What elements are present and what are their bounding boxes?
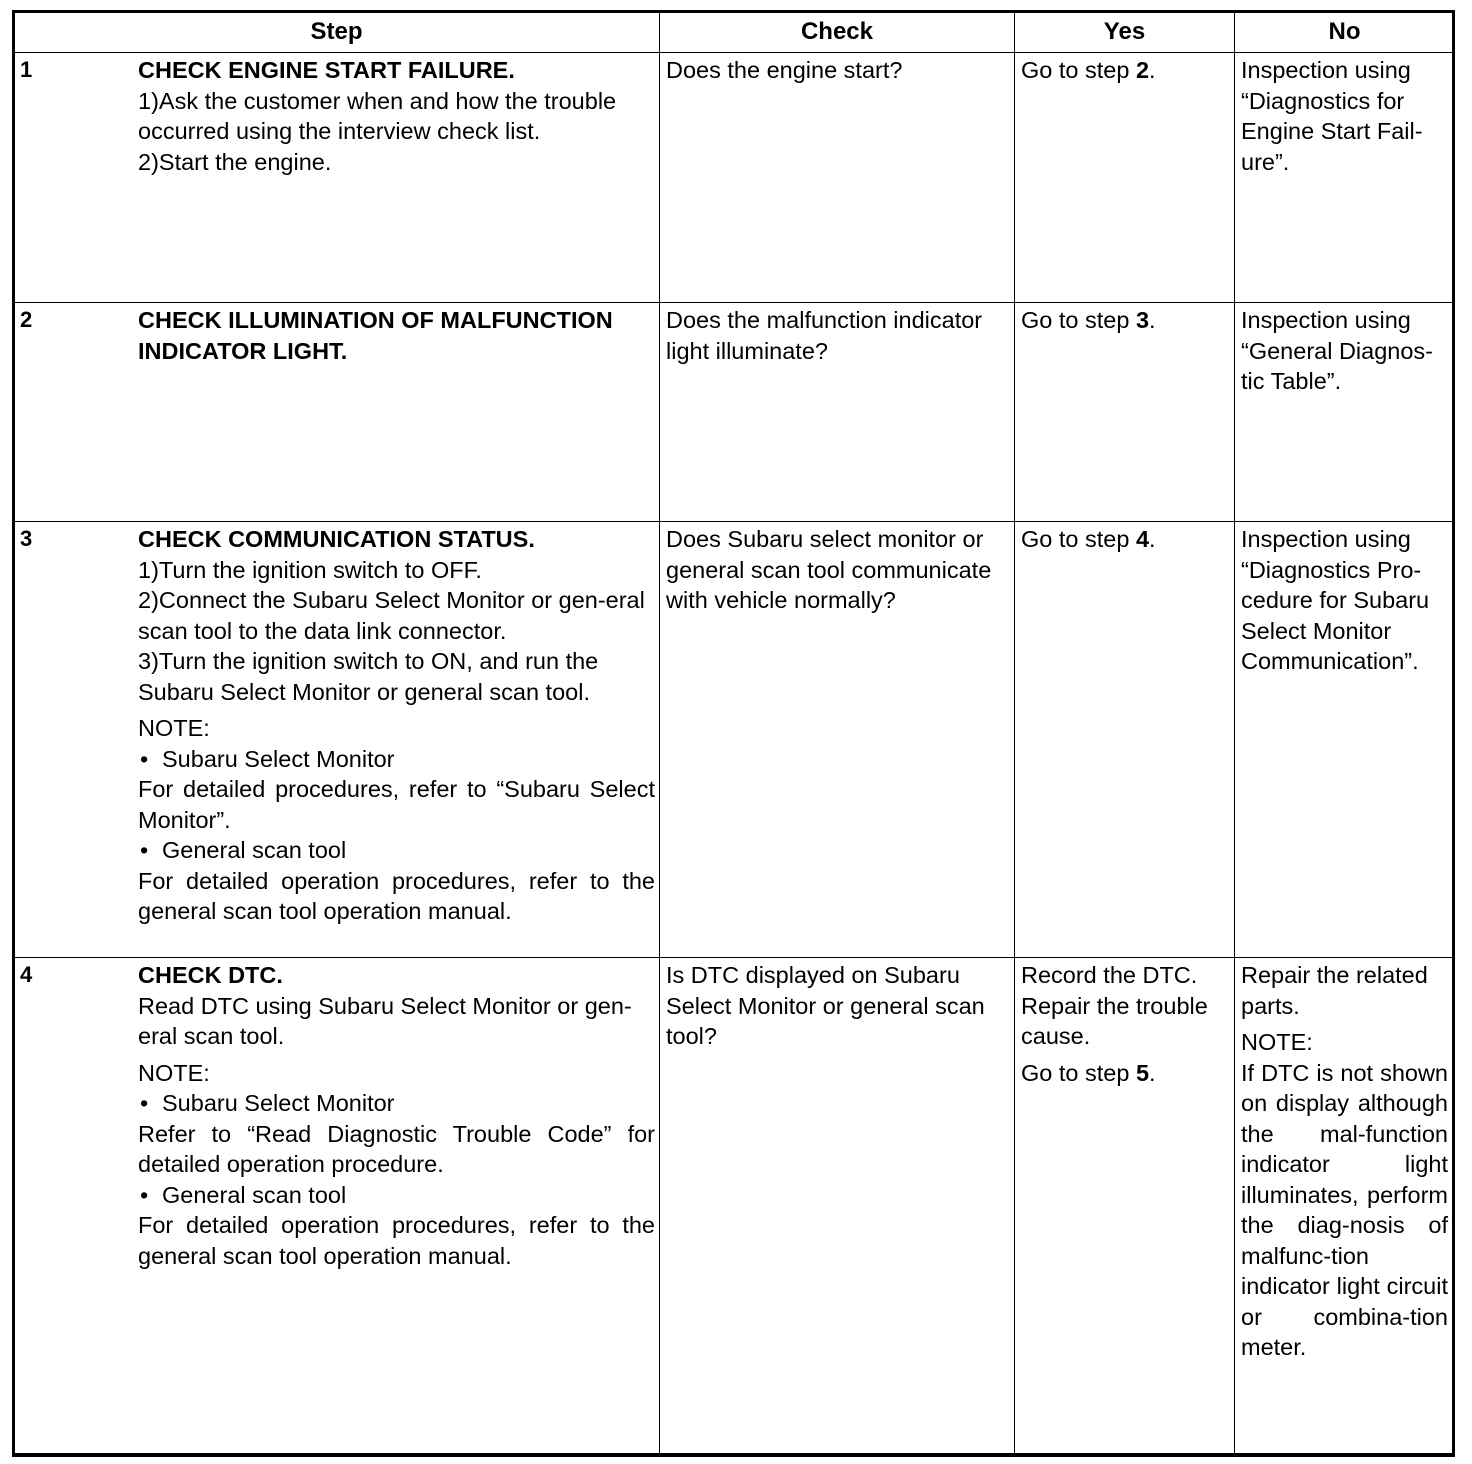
yes-cell: Go to step 2. bbox=[1015, 53, 1235, 303]
yes-cell: Go to step 3. bbox=[1015, 303, 1235, 522]
step-substep: 2)Connect the Subaru Select Monitor or gen-eral scan tool to the data link connector. bbox=[138, 587, 645, 644]
step-substep: 2)Start the engine. bbox=[138, 148, 332, 175]
no-cell: Inspection using “General Diagnos-tic Table”. bbox=[1235, 303, 1455, 522]
step-cell bbox=[14, 303, 660, 522]
step-substep: 3)Turn the ignition switch to ON, and run the Subaru Select Monitor or general scan tool. bbox=[138, 648, 599, 705]
step-number: 2 bbox=[20, 307, 33, 332]
no-note-text: If DTC is not shown on display although the mal-function indicator light illuminates, perform the diag-nosis of malfunc-tion indicator light circuit or combina-tion meter. bbox=[1241, 1059, 1448, 1360]
header-row bbox=[14, 12, 1455, 53]
no-cell bbox=[1235, 958, 1455, 1454]
step-cell bbox=[14, 53, 660, 303]
yes-text: Record the DTC. Repair the trouble cause. bbox=[1021, 962, 1208, 1049]
check-cell: Is DTC displayed on Subaru Select Monitor or general scan tool? bbox=[660, 958, 1015, 1454]
no-cell: Inspection using “Diagnostics for Engine Start Fail-ure”. bbox=[1235, 53, 1455, 303]
note-label: NOTE: bbox=[138, 715, 210, 741]
note-bullet: • Subaru Select Monitor bbox=[138, 744, 655, 775]
step-title: CHECK COMMUNICATION STATUS. bbox=[138, 526, 535, 552]
diagnostic-table bbox=[13, 11, 1455, 1454]
step-cell bbox=[14, 522, 660, 958]
table-row bbox=[14, 522, 1455, 958]
header-no: No bbox=[1235, 12, 1455, 53]
table-row bbox=[14, 958, 1455, 1454]
step-body: Read DTC using Subaru Select Monitor or gen-eral scan tool. bbox=[138, 992, 632, 1049]
no-cell: Inspection using “Diagnostics Pro-cedure for Subaru Select Monitor Communication”. bbox=[1235, 522, 1455, 958]
step-substep: 1)Turn the ignition switch to OFF. bbox=[138, 556, 482, 583]
table-row bbox=[14, 303, 1455, 522]
check-cell: Does the engine start? bbox=[660, 53, 1015, 303]
note-text: For detailed procedures, refer to “Subaru Select Monitor”. bbox=[138, 776, 655, 833]
note-bullet: • General scan tool bbox=[138, 835, 655, 866]
note-text: For detailed operation procedures, refer to the general scan tool operation manual. bbox=[138, 1212, 655, 1269]
header-yes: Yes bbox=[1015, 12, 1235, 53]
step-number: 4 bbox=[20, 962, 33, 987]
step-substep: 1)Ask the customer when and how the trouble occurred using the interview check list. bbox=[138, 87, 617, 144]
check-cell: Does the malfunction indicator light illuminate? bbox=[660, 303, 1015, 522]
no-text: Repair the related parts. bbox=[1241, 962, 1428, 1019]
note-label: NOTE: bbox=[138, 1059, 210, 1086]
step-number: 1 bbox=[20, 57, 33, 82]
header-step: Step bbox=[14, 12, 660, 53]
step-cell bbox=[14, 958, 660, 1454]
table-row bbox=[14, 53, 1455, 303]
step-number: 3 bbox=[20, 526, 33, 551]
yes-cell: Go to step 4. bbox=[1015, 522, 1235, 958]
note-text: For detailed operation procedures, refer to the general scan tool operation manual. bbox=[138, 867, 655, 924]
check-cell: Does Subaru select monitor or general scan tool communicate with vehicle normally? bbox=[660, 522, 1015, 958]
header-check: Check bbox=[660, 12, 1015, 53]
yes-cell bbox=[1015, 958, 1235, 1454]
note-bullet: • General scan tool bbox=[138, 1180, 655, 1211]
step-title: CHECK ILLUMINATION OF MALFUNCTION INDICATOR LIGHT. bbox=[138, 307, 613, 364]
step-title: CHECK DTC. bbox=[138, 962, 283, 988]
note-text: Refer to “Read Diagnostic Trouble Code” for detailed operation procedure. bbox=[138, 1120, 655, 1177]
step-title: CHECK ENGINE START FAILURE. bbox=[138, 57, 515, 83]
no-note-label: NOTE: bbox=[1241, 1029, 1313, 1055]
note-bullet: • Subaru Select Monitor bbox=[138, 1088, 655, 1119]
yes-goto: Go to step 5. bbox=[1021, 1059, 1156, 1086]
